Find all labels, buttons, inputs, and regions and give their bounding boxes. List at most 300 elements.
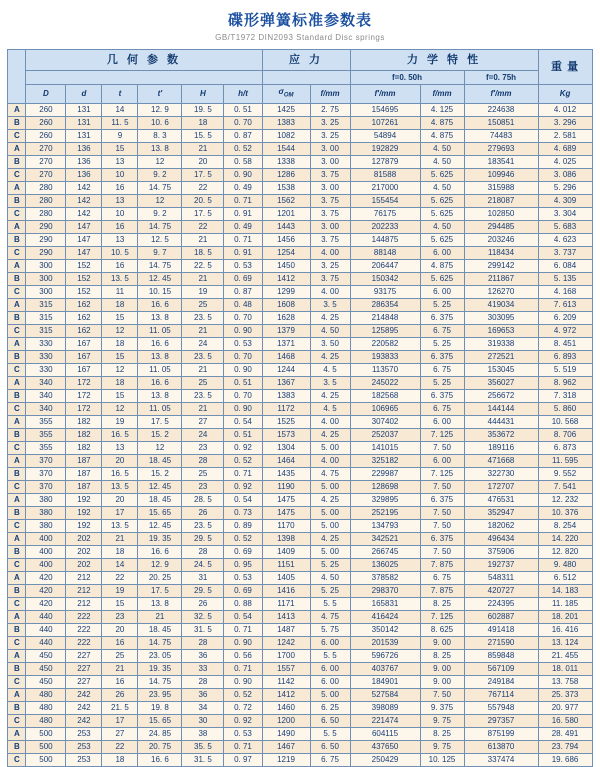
cell-t: 15 [102,311,138,324]
row-group-label: A [8,298,26,311]
cell-t': 13. 8 [138,142,182,155]
cell-t': 11. 05 [138,363,182,376]
cell-h/t: 0. 70 [224,389,262,402]
cell-f'/mm: 325182 [350,454,420,467]
cell-d: 162 [66,298,102,311]
cell-f'/mm: 113570 [350,363,420,376]
cell-H: 28 [182,675,224,688]
cell-t: 12 [102,324,138,337]
table-row [8,155,592,168]
cell-c11: 2. 581 [538,129,592,142]
cell-t': 13. 8 [138,350,182,363]
cell-d: 136 [66,142,102,155]
cell-t: 27 [102,727,138,740]
cell-c10: 419034 [464,298,538,311]
table-row [8,259,592,272]
cell-H: 21 [182,272,224,285]
cell-f'/mm: 342521 [350,532,420,545]
cell-Kg: 6. 75 [420,402,464,415]
cell-f/mm: 5. 75 [310,623,350,636]
cell-c11: 4. 012 [538,103,592,116]
cell-H: 17. 5 [182,207,224,220]
cell-c11: 4. 972 [538,324,592,337]
cell-c11: 7. 318 [538,389,592,402]
cell-H: 22 [182,181,224,194]
row-group-label: C [8,129,26,142]
cell-f'/mm: 93175 [350,285,420,298]
cell-t: 9 [102,129,138,142]
cell-H: 23. 5 [182,350,224,363]
cell-H: 22. 5 [182,259,224,272]
cell-t': 24. 85 [138,727,182,740]
cell-t': 21 [138,610,182,623]
cell-f'/mm: 286354 [350,298,420,311]
table-row [8,701,592,714]
cell-h/t: 0. 69 [224,584,262,597]
cell-f'/mm: 141015 [350,441,420,454]
cell-d: 167 [66,337,102,350]
cell-c11: 4. 689 [538,142,592,155]
cell-f'/mm: 527584 [350,688,420,701]
cell-h/t: 0. 51 [224,428,262,441]
table-row [8,311,592,324]
cell-h/t: 0. 71 [224,467,262,480]
cell-f'/mm: 398089 [350,701,420,714]
cell-h/t: 0. 71 [224,194,262,207]
cell-t: 22 [102,740,138,753]
cell-D: 420 [26,571,66,584]
cell-h/t: 0. 87 [224,285,262,298]
cell-c10: 859848 [464,649,538,662]
cell-σ: 1413 [262,610,310,623]
cell-D: 300 [26,272,66,285]
cell-f'/mm: 378582 [350,571,420,584]
table-row [8,649,592,662]
cell-f/mm: 4. 00 [310,246,350,259]
cell-f'/mm: 214848 [350,311,420,324]
cell-c11: 6. 893 [538,350,592,363]
cell-σ: 1219 [262,753,310,766]
cell-d: 162 [66,311,102,324]
cell-t': 10. 15 [138,285,182,298]
cell-c11: 6. 209 [538,311,592,324]
table-row [8,597,592,610]
cell-f/mm: 5. 00 [310,441,350,454]
cell-D: 355 [26,428,66,441]
cell-D: 380 [26,519,66,532]
cell-σ: 1412 [262,688,310,701]
row-group-label: B [8,623,26,636]
cell-t: 18 [102,545,138,558]
cell-H: 24 [182,428,224,441]
cell-t': 12. 9 [138,103,182,116]
cell-c11: 14. 183 [538,584,592,597]
cell-D: 290 [26,220,66,233]
header-group-weight: 重 量 [538,50,592,85]
cell-f/mm: 4. 50 [310,324,350,337]
cell-f'/mm: 54894 [350,129,420,142]
cell-Kg: 6. 00 [420,415,464,428]
cell-H: 24. 5 [182,558,224,571]
cell-Kg: 9. 00 [420,636,464,649]
cell-t: 16 [102,220,138,233]
cell-h/t: 0. 71 [224,662,262,675]
header-load-75h-left: f=0. 75h [464,71,538,85]
cell-c11: 6. 084 [538,259,592,272]
cell-f/mm: 3. 00 [310,181,350,194]
cell-σ: 1379 [262,324,310,337]
header-col-f-mm-1: f/mm [310,85,350,104]
cell-t: 15 [102,389,138,402]
cell-f'/mm: 437650 [350,740,420,753]
cell-h/t: 0. 95 [224,558,262,571]
cell-D: 340 [26,376,66,389]
table-row [8,129,592,142]
cell-t: 23 [102,610,138,623]
cell-σ: 1700 [262,649,310,662]
cell-σ: 1460 [262,701,310,714]
cell-t: 19 [102,584,138,597]
cell-Kg: 7. 50 [420,519,464,532]
cell-f/mm: 5. 00 [310,519,350,532]
row-group-label: B [8,428,26,441]
cell-c10: 548311 [464,571,538,584]
cell-t: 10. 5 [102,246,138,259]
cell-c10: 297357 [464,714,538,727]
cell-H: 18 [182,116,224,129]
cell-h/t: 0. 92 [224,480,262,493]
cell-D: 330 [26,363,66,376]
header-geometry-spacer [26,71,262,85]
cell-f'/mm: 229987 [350,467,420,480]
cell-f/mm: 6. 00 [310,675,350,688]
cell-d: 142 [66,181,102,194]
page-title: 碟形弹簧标准参数表 [227,12,372,29]
cell-f/mm: 6. 00 [310,636,350,649]
cell-c11: 16. 416 [538,623,592,636]
row-group-label: B [8,155,26,168]
cell-D: 280 [26,181,66,194]
table-row [8,688,592,701]
cell-H: 35. 5 [182,740,224,753]
cell-t': 12 [138,194,182,207]
cell-σ: 1299 [262,285,310,298]
cell-c10: 218087 [464,194,538,207]
cell-c11: 3. 304 [538,207,592,220]
cell-σ: 1557 [262,662,310,675]
cell-d: 167 [66,363,102,376]
cell-t': 13. 8 [138,311,182,324]
cell-f/mm: 4. 25 [310,311,350,324]
cell-d: 182 [66,415,102,428]
cell-D: 290 [26,233,66,246]
cell-H: 26 [182,597,224,610]
header-load-50h: f=0. 50h [350,71,464,85]
cell-c10: 272521 [464,350,538,363]
cell-t': 14. 75 [138,675,182,688]
cell-t: 13 [102,233,138,246]
table-row [8,558,592,571]
row-group-label: C [8,168,26,181]
cell-t: 22 [102,571,138,584]
cell-f'/mm: 193833 [350,350,420,363]
cell-D: 480 [26,714,66,727]
cell-t: 16 [102,675,138,688]
cell-h/t: 0. 73 [224,506,262,519]
cell-t: 10 [102,207,138,220]
cell-c10: 183541 [464,155,538,168]
table-row [8,506,592,519]
cell-H: 21 [182,324,224,337]
cell-d: 142 [66,194,102,207]
cell-d: 227 [66,649,102,662]
cell-H: 31. 5 [182,753,224,766]
cell-t': 8. 3 [138,129,182,142]
cell-f/mm: 6. 25 [310,701,350,714]
cell-f/mm: 3. 25 [310,259,350,272]
row-group-label: C [8,480,26,493]
cell-H: 22 [182,220,224,233]
cell-f'/mm: 154695 [350,103,420,116]
cell-Kg: 7. 125 [420,610,464,623]
cell-h/t: 0. 53 [224,337,262,350]
table-row [8,532,592,545]
cell-Kg: 9. 75 [420,714,464,727]
table-row [8,675,592,688]
cell-t: 12 [102,363,138,376]
cell-d: 222 [66,623,102,636]
cell-Kg: 5. 625 [420,207,464,220]
row-group-label: B [8,584,26,597]
cell-f'/mm: 128698 [350,480,420,493]
cell-c11: 3. 086 [538,168,592,181]
cell-f'/mm: 221474 [350,714,420,727]
cell-c11: 3. 737 [538,246,592,259]
table-row [8,298,592,311]
cell-c11: 4. 025 [538,155,592,168]
cell-h/t: 0. 90 [224,402,262,415]
row-group-label: C [8,285,26,298]
cell-σ: 1201 [262,207,310,220]
cell-f/mm: 3. 25 [310,116,350,129]
cell-Kg: 4. 125 [420,103,464,116]
cell-f/mm: 4. 25 [310,389,350,402]
cell-σ: 1443 [262,220,310,233]
cell-σ: 1416 [262,584,310,597]
cell-c10: 476531 [464,493,538,506]
cell-H: 25 [182,298,224,311]
header-col-D: D [26,85,66,104]
cell-Kg: 6. 375 [420,350,464,363]
cell-c11: 4. 168 [538,285,592,298]
cell-h/t: 0. 49 [224,220,262,233]
table-row [8,116,592,129]
cell-σ: 1562 [262,194,310,207]
cell-σ: 1544 [262,142,310,155]
cell-t': 18. 45 [138,623,182,636]
cell-σ: 1367 [262,376,310,389]
cell-t': 12. 45 [138,272,182,285]
cell-t: 21. 5 [102,701,138,714]
cell-f'/mm: 150342 [350,272,420,285]
table-row [8,389,592,402]
table-row [8,727,592,740]
cell-t: 10 [102,168,138,181]
cell-d: 182 [66,441,102,454]
cell-Kg: 7. 50 [420,506,464,519]
cell-D: 330 [26,350,66,363]
cell-H: 31. 5 [182,623,224,636]
cell-c11: 10. 568 [538,415,592,428]
cell-c11: 7. 613 [538,298,592,311]
cell-D: 400 [26,545,66,558]
cell-t': 23. 95 [138,688,182,701]
cell-D: 340 [26,389,66,402]
cell-f'/mm: 81588 [350,168,420,181]
cell-D: 260 [26,116,66,129]
cell-c10: 256672 [464,389,538,402]
cell-t': 16. 6 [138,337,182,350]
cell-c10: 613870 [464,740,538,753]
cell-t: 17 [102,506,138,519]
table-row [8,220,592,233]
cell-t': 15. 65 [138,506,182,519]
cell-f'/mm: 220582 [350,337,420,350]
cell-σ: 1254 [262,246,310,259]
cell-c11: 21. 455 [538,649,592,662]
row-group-label: A [8,376,26,389]
cell-c10: 337474 [464,753,538,766]
cell-h/t: 0. 71 [224,623,262,636]
cell-Kg: 4. 875 [420,129,464,142]
cell-t': 15. 2 [138,428,182,441]
row-group-label: A [8,337,26,350]
row-group-label: B [8,311,26,324]
cell-Kg: 4. 50 [420,220,464,233]
cell-h/t: 0. 90 [224,168,262,181]
cell-D: 370 [26,454,66,467]
cell-d: 242 [66,714,102,727]
row-group-label: C [8,558,26,571]
header-col-t-prime: t' [138,85,182,104]
cell-d: 192 [66,493,102,506]
cell-t: 25 [102,649,138,662]
cell-Kg: 7. 50 [420,545,464,558]
cell-t': 10. 6 [138,116,182,129]
cell-f'/mm: 252195 [350,506,420,519]
header-stress-spacer [262,71,350,85]
cell-d: 227 [66,675,102,688]
cell-σ: 1286 [262,168,310,181]
cell-Kg: 6. 00 [420,454,464,467]
header-col-H: H [182,85,224,104]
cell-d: 222 [66,636,102,649]
cell-f'/mm: 604115 [350,727,420,740]
cell-h/t: 0. 89 [224,519,262,532]
cell-Kg: 5. 25 [420,376,464,389]
cell-c11: 12. 232 [538,493,592,506]
cell-H: 25 [182,376,224,389]
cell-Kg: 7. 875 [420,584,464,597]
cell-t': 12 [138,441,182,454]
page-subtitle: GB/T1972 DIN2093 Standard Disc springs [215,33,385,42]
table-row [8,519,592,532]
table-row [8,285,592,298]
table-row [8,337,592,350]
cell-f/mm: 6. 50 [310,714,350,727]
cell-D: 300 [26,259,66,272]
cell-t': 11. 05 [138,402,182,415]
row-group-label: C [8,636,26,649]
cell-d: 131 [66,129,102,142]
cell-D: 450 [26,675,66,688]
table-row [8,493,592,506]
cell-d: 242 [66,688,102,701]
cell-d: 147 [66,233,102,246]
cell-t: 20 [102,623,138,636]
table-header [8,50,592,104]
cell-f/mm: 4. 25 [310,532,350,545]
cell-t: 13. 5 [102,519,138,532]
cell-t': 20. 75 [138,740,182,753]
cell-h/t: 0. 58 [224,155,262,168]
cell-H: 29. 5 [182,584,224,597]
cell-H: 19. 5 [182,103,224,116]
cell-D: 315 [26,324,66,337]
cell-f'/mm: 416424 [350,610,420,623]
cell-c10: 496434 [464,532,538,545]
cell-c10: 211867 [464,272,538,285]
cell-f'/mm: 165831 [350,597,420,610]
cell-c11: 11. 595 [538,454,592,467]
cell-h/t: 0. 56 [224,649,262,662]
cell-Kg: 8. 625 [420,623,464,636]
cell-f'/mm: 144875 [350,233,420,246]
cell-d: 187 [66,454,102,467]
cell-t: 16 [102,636,138,649]
cell-d: 147 [66,220,102,233]
cell-D: 440 [26,610,66,623]
cell-f'/mm: 245022 [350,376,420,389]
cell-H: 21 [182,142,224,155]
cell-c10: 74483 [464,129,538,142]
cell-h/t: 0. 70 [224,311,262,324]
cell-c10: 189116 [464,441,538,454]
cell-d: 136 [66,168,102,181]
cell-σ: 1608 [262,298,310,311]
cell-D: 500 [26,727,66,740]
cell-t': 19. 35 [138,662,182,675]
cell-c10: 444431 [464,415,538,428]
cell-σ: 1383 [262,389,310,402]
cell-t: 16 [102,259,138,272]
header-group-stress: 应 力 [262,50,350,71]
cell-h/t: 0. 90 [224,636,262,649]
table-row [8,168,592,181]
cell-D: 400 [26,558,66,571]
cell-t: 18 [102,337,138,350]
cell-c10: 356027 [464,376,538,389]
cell-D: 340 [26,402,66,415]
cell-f/mm: 3. 00 [310,220,350,233]
table-row [8,402,592,415]
row-group-label: A [8,688,26,701]
header-row-groups [8,50,592,71]
cell-t: 17 [102,714,138,727]
table-row [8,272,592,285]
cell-c11: 8. 962 [538,376,592,389]
cell-H: 28 [182,545,224,558]
